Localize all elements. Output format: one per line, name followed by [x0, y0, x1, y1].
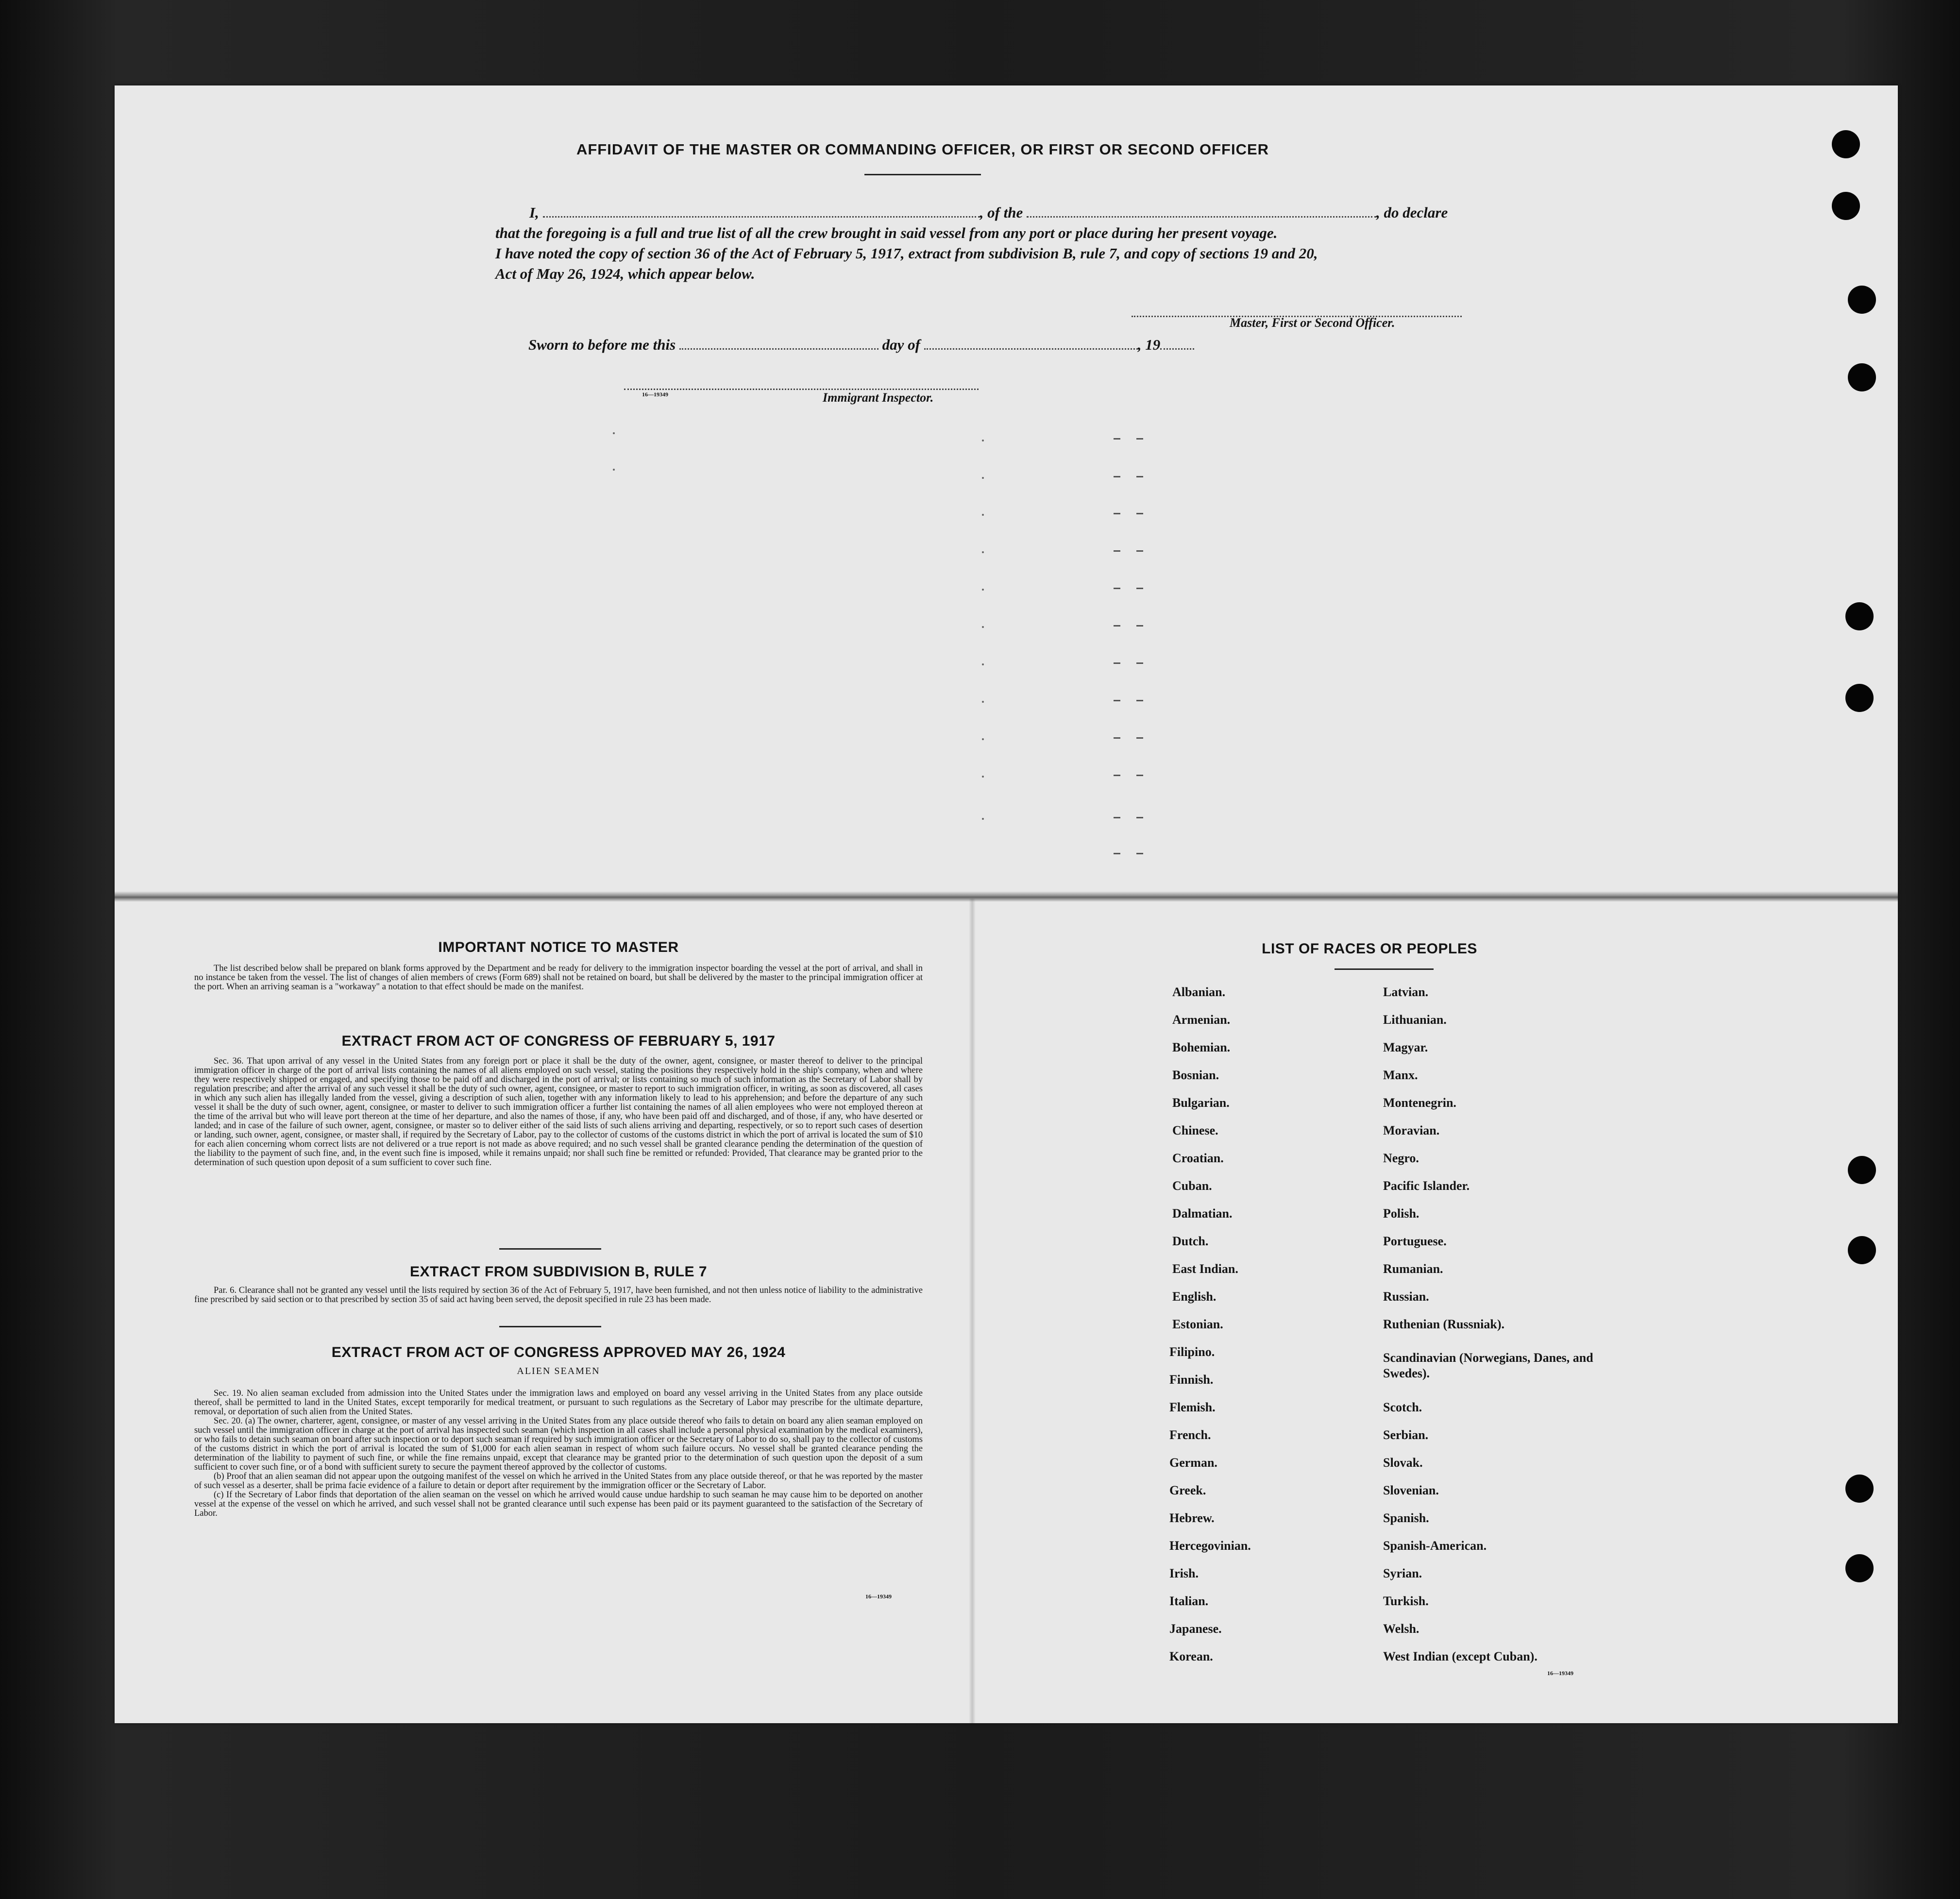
race-item: Montenegrin. — [1383, 1096, 1456, 1110]
notice-text — [194, 964, 923, 992]
do-declare-label: , do declare — [1376, 204, 1448, 221]
race-item: Scotch. — [1383, 1400, 1422, 1414]
race-item: Manx. — [1383, 1068, 1418, 1082]
faint-dash — [1136, 853, 1143, 854]
race-item: Dalmatian. — [1172, 1206, 1233, 1221]
affidavit-line-2: that the foregoing is a full and true list of all the crew brought in said vessel from any port or place during her present voyage. — [495, 224, 1278, 241]
inspector-signature-label: Immigrant Inspector. — [823, 390, 934, 405]
race-item: Spanish-American. — [1383, 1539, 1487, 1553]
faint-mark — [613, 469, 615, 471]
race-item: Ruthenian (Russniak). — [1383, 1317, 1504, 1331]
race-item: Rumanian. — [1383, 1262, 1443, 1276]
faint-dash — [1136, 700, 1143, 701]
punch-hole-icon — [1845, 1554, 1874, 1582]
race-item: Bulgarian. — [1172, 1096, 1230, 1110]
race-item: Albanian. — [1172, 985, 1226, 999]
faint-dash — [1136, 550, 1143, 552]
race-item: Armenian. — [1172, 1013, 1231, 1027]
affidavit-declaration-line — [529, 204, 1448, 221]
punch-hole-icon — [1848, 1156, 1876, 1184]
faint-mark — [982, 776, 984, 778]
faint-dash — [1114, 853, 1120, 854]
affidavit-line-3: I have noted the copy of section 36 of the Act of February 5, 1917, extract from subdivision B, rule 7, and copy of sections 19 and 20, — [495, 245, 1318, 262]
alien-seamen-subtitle: ALIEN SEAMEN — [517, 1366, 600, 1376]
race-item: Finnish. — [1169, 1373, 1214, 1387]
faint-dash — [1136, 817, 1143, 818]
race-item: Irish. — [1169, 1566, 1199, 1580]
faint-mark — [982, 551, 984, 553]
sworn-line — [528, 336, 1194, 354]
section-divider — [499, 1248, 601, 1250]
vessel-name-field[interactable] — [1027, 205, 1376, 218]
punch-hole-icon — [1848, 1236, 1876, 1264]
faint-mark — [982, 440, 984, 441]
sworn-month-field[interactable] — [924, 338, 1138, 350]
race-item: Welsh. — [1383, 1622, 1419, 1636]
extract-1924-title: EXTRACT FROM ACT OF CONGRESS APPROVED MAY 26, 1924 — [331, 1344, 786, 1360]
faint-dash — [1114, 513, 1120, 514]
faint-dash — [1114, 737, 1120, 739]
sworn-year-field[interactable] — [1160, 338, 1194, 350]
punch-hole-icon — [1845, 684, 1874, 712]
year-prefix: , 19 — [1137, 336, 1161, 353]
faint-mark — [982, 514, 984, 516]
punch-hole-icon — [1845, 602, 1874, 630]
faint-mark — [982, 738, 984, 740]
race-item: Scandinavian (Norwegians, Danes, and Swedes). — [1383, 1351, 1593, 1380]
races-title-underline — [1335, 968, 1434, 970]
faint-mark — [982, 626, 984, 628]
faint-dash — [1136, 625, 1143, 627]
punch-hole-icon — [1848, 286, 1876, 314]
race-item: Bosnian. — [1172, 1068, 1219, 1082]
faint-dash — [1136, 775, 1143, 776]
vertical-fold-crease — [969, 899, 976, 1723]
punch-hole-icon — [1832, 192, 1860, 220]
faint-mark — [982, 818, 984, 820]
subdivision-b-title: EXTRACT FROM SUBDIVISION B, RULE 7 — [409, 1264, 708, 1280]
sworn-day-field[interactable] — [679, 338, 879, 350]
sec20b-body: (b) Proof that an alien seaman did not appear upon the outgoing manifest of the vessel on which he arrived in the United States from any place outside thereof, or that he was reported by the master of such vessel as a deserter, shall be prima facie evidence of a failure to detain or deport after requirement by the immigration officer or the Secretary of Labor. — [194, 1472, 923, 1491]
race-item: Negro. — [1383, 1151, 1419, 1165]
race-item: German. — [1169, 1456, 1217, 1470]
faint-dash — [1136, 662, 1143, 664]
race-item: Filipino. — [1169, 1345, 1215, 1359]
race-item: French. — [1169, 1428, 1211, 1442]
title-underline — [864, 174, 981, 175]
race-item: Portuguese. — [1383, 1234, 1447, 1248]
sec19-body: Sec. 19. No alien seaman excluded from admission into the United States under the immigration laws and employed on board any vessel arriving in the United States from any place outside thereof, shall be permitted to land in the United States, except temporarily for medical treatment, or pursuant to such regulations as the Secretary of Labor may prescribe for the ultimate departure, removal, or deportation of such alien from the United States. — [194, 1389, 923, 1417]
declarant-prefix: I, — [529, 204, 539, 221]
sec20c-body: (c) If the Secretary of Labor finds that deportation of the alien seaman on the vessel on which he arrived would cause undue hardship to such seaman he may cause him to be deported on another vessel at the expense of the vessel on which he arrived, and such vessel shall not be granted clearance until such expense has been paid or its payment guaranteed to the satisfaction of the Secretary of Labor. — [194, 1490, 923, 1518]
race-item: East Indian. — [1172, 1262, 1238, 1276]
punch-hole-icon — [1845, 1475, 1874, 1503]
race-item: Flemish. — [1169, 1400, 1216, 1414]
races-title: LIST OF RACES OR PEOPLES — [1262, 941, 1477, 957]
race-item: Korean. — [1169, 1649, 1213, 1663]
extract-1917-text — [194, 1057, 923, 1168]
extract-1917-title: EXTRACT FROM ACT OF CONGRESS OF FEBRUARY 5, 1917 — [341, 1033, 776, 1049]
race-item: Slovak. — [1383, 1456, 1423, 1470]
race-item: Latvian. — [1383, 985, 1429, 999]
faint-dash — [1136, 476, 1143, 477]
race-item: Italian. — [1169, 1594, 1209, 1608]
faint-dash — [1114, 775, 1120, 776]
of-the-label: , of the — [980, 204, 1023, 221]
race-item: Polish. — [1383, 1206, 1419, 1221]
affidavit-line-4: Act of May 26, 1924, which appear below. — [495, 265, 755, 282]
race-item: Cuban. — [1172, 1179, 1212, 1193]
faint-mark — [982, 663, 984, 665]
race-item: West Indian (except Cuban). — [1383, 1649, 1538, 1663]
race-item: Russian. — [1383, 1289, 1429, 1304]
faint-dash — [1136, 588, 1143, 589]
form-number: 16—19349 — [865, 1593, 892, 1600]
notice-title: IMPORTANT NOTICE TO MASTER — [438, 939, 679, 955]
notice-body: The list described below shall be prepared on blank forms approved by the Department and be ready for delivery to the immigration inspector boarding the vessel at the port of arrival, and shall in no instance be taken from the vessel. The list of changes of alien members of crews (Form 689) shall not be retained on board, but shall be delivered by the master to the principal immigration officer at the port. When an arriving seaman is a "workaway" a notation to that effect should be made on the manifest. — [194, 964, 923, 992]
race-item: Greek. — [1169, 1483, 1206, 1497]
faint-mark — [982, 589, 984, 591]
punch-hole-icon — [1832, 130, 1860, 158]
race-item: Japanese. — [1169, 1622, 1222, 1636]
punch-hole-icon — [1848, 363, 1876, 391]
faint-dash — [1114, 550, 1120, 552]
faint-dash — [1136, 737, 1143, 739]
declarant-name-field[interactable] — [543, 205, 980, 218]
day-of-label: day of — [882, 336, 920, 353]
race-item: Lithuanian. — [1383, 1013, 1447, 1027]
race-item: Chinese. — [1172, 1123, 1218, 1137]
horizontal-fold-crease — [115, 891, 1898, 902]
race-item: Spanish. — [1383, 1511, 1429, 1525]
faint-dash — [1114, 476, 1120, 477]
faint-dash — [1114, 625, 1120, 627]
sec20a-body: Sec. 20. (a) The owner, charterer, agent, consignee, or master of any vessel arriving in the United States from any place outside thereof who fails to detain on board any alien seaman employed on such vessel until the immigration officer in charge at the port of arrival has inspected such seaman (which inspection in all cases shall include a personal physical examination by the medical examiners), or who fails to detain such seaman on board after such inspection or to deport such seaman if required by such immigration officer or the Secretary of Labor to do so, shall pay to the collector of customs of the customs district in which the port of arrival is located the sum of $1,000 for each alien seaman in respect of whom such failure occurs. No vessel shall be granted clearance pending the determination of the liability to payment of such fine, or while the fine remains unpaid, except that clearance may be granted prior to the determination of such question upon the deposit of a sum sufficient to cover such fine, or of a bond with sufficient surety to secure the payment thereof approved by the collector of customs. — [194, 1416, 923, 1472]
race-item: Bohemian. — [1172, 1040, 1231, 1054]
par6-body: Par. 6. Clearance shall not be granted any vessel until the lists required by section 36 of the Act of February 5, 1917, have been furnished, and not then unless notice of liability to the administrative fine prescribed by said section or to that prescribed by section 35 of said act having been served, the deposit specified in rule 23 has been made. — [194, 1286, 923, 1305]
section-divider — [499, 1326, 601, 1327]
faint-mark — [613, 432, 615, 434]
race-item: Estonian. — [1172, 1317, 1223, 1331]
race-item: Hercegovinian. — [1169, 1539, 1251, 1553]
race-item: Slovenian. — [1383, 1483, 1439, 1497]
form-number: 16—19349 — [642, 391, 668, 398]
sworn-label: Sworn to before me this — [528, 336, 676, 353]
faint-mark — [982, 701, 984, 703]
race-item: Croatian. — [1172, 1151, 1224, 1165]
race-item: Dutch. — [1172, 1234, 1209, 1248]
faint-dash — [1114, 438, 1120, 440]
faint-dash — [1114, 588, 1120, 589]
race-item: Hebrew. — [1169, 1511, 1215, 1525]
form-number: 16—19349 — [1547, 1670, 1573, 1677]
faint-dash — [1136, 438, 1143, 440]
faint-dash — [1114, 817, 1120, 818]
race-item: Serbian. — [1383, 1428, 1429, 1442]
faint-dash — [1136, 513, 1143, 514]
subdivision-b-text — [194, 1286, 923, 1305]
extract-1924-text — [194, 1389, 923, 1518]
master-signature-label: Master, First or Second Officer. — [1230, 316, 1395, 330]
affidavit-title: AFFIDAVIT OF THE MASTER OR COMMANDING OFFICER, OR FIRST OR SECOND OFFICER — [576, 141, 1269, 158]
race-item: Turkish. — [1383, 1594, 1429, 1608]
race-item: Magyar. — [1383, 1040, 1428, 1054]
faint-mark — [982, 477, 984, 479]
race-item: Moravian. — [1383, 1123, 1440, 1137]
race-item: Pacific Islander. — [1383, 1179, 1470, 1193]
inspector-signature-field[interactable] — [624, 378, 979, 390]
race-item: Syrian. — [1383, 1566, 1422, 1580]
faint-dash — [1114, 700, 1120, 701]
race-item: English. — [1172, 1289, 1217, 1304]
sec36-body: Sec. 36. That upon arrival of any vessel in the United States from any foreign port or place it shall be the duty of the owner, agent, consignee, or master thereof to deliver to the principal immigration officer in charge of the port of arrival lists containing the names of all aliens employed on such vessel, stating the positions they respectively hold in the ship's company, when and where they were respectively shipped or engaged, and specifying those to be paid off and discharged in the port of arrival; or lists containing so much of such information as the Secretary of Labor shall by regulation prescribe; and after the arrival of any such vessel it shall be the duty of such owner, agent, consignee, or master to report to such immigration officer, in writing, as soon as discovered, all cases in which any such alien has illegally landed from the vessel, giving a description of such alien, together with any information likely to lead to his apprehension; and before the departure of any such vessel it shall be the duty of such owner, agent, consignee, or master to deliver to such immigration officer a further list containing the names of all alien employees who were not employed thereon at the time of the arrival but who will leave port thereon at the time of her departure, and also the names of those, if any, who have been paid off and discharged, and of those, if any, who have deserted or landed; and in case of the failure of such owner, agent, consignee, or master so to deliver either of the said lists of such aliens arriving and departing, respectively, or so to report such cases of desertion or landing, such owner, agent, consignee, or master shall, if required by the Secretary of Labor, pay to the collector of customs of the customs district in which the port of arrival is located the sum of $10 for each alien concerning whom correct lists are not delivered or a true report is not made as above required; and no such vessel shall be granted clearance pending the determination of the question of the liability to the payment of such fine, and, in the event such fine is imposed, while it remains unpaid; nor shall such fine be remitted or refunded: Provided, That clearance may be granted prior to the determination of such question upon deposit of a sum sufficient to cover such fine. — [194, 1056, 923, 1168]
faint-dash — [1114, 662, 1120, 664]
